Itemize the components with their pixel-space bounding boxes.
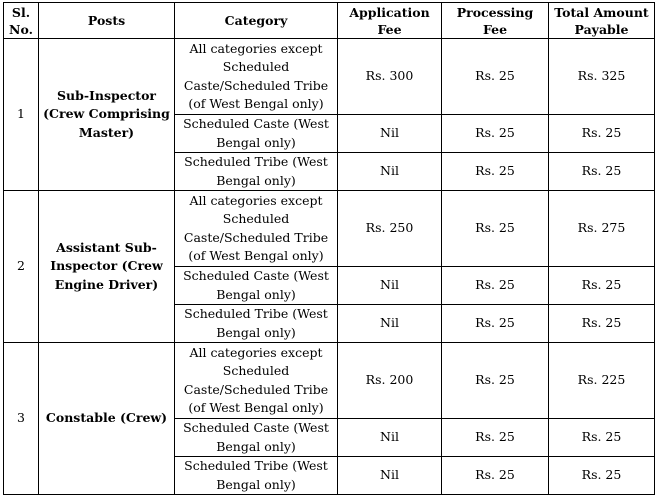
table-body [4,39,655,495]
table-row [4,191,655,267]
category-cell: Scheduled Tribe (West Bengal only) [175,153,338,191]
post-cell: Assistant Sub-Inspector (Crew Engine Driver) [39,191,175,343]
application-fee-cell: Rs. 300 [338,39,442,115]
application-fee-cell: Nil [338,115,442,153]
sl-no-cell: 2 [4,191,39,343]
table-row [4,343,655,419]
total-cell: Rs. 325 [549,39,655,115]
processing-fee-cell: Rs. 25 [442,343,549,419]
header-application-fee: Application Fee [338,3,442,39]
header-posts: Posts [39,3,175,39]
processing-fee-cell: Rs. 25 [442,267,549,305]
total-cell: Rs. 25 [549,267,655,305]
application-fee-cell: Nil [338,457,442,495]
total-cell: Rs. 275 [549,191,655,267]
processing-fee-cell: Rs. 25 [442,419,549,457]
category-cell: Scheduled Caste (West Bengal only) [175,115,338,153]
category-cell: All categories except Scheduled Caste/Scheduled Tribe (of West Bengal only) [175,191,338,267]
category-cell: Scheduled Tribe (West Bengal only) [175,457,338,495]
total-cell: Rs. 25 [549,457,655,495]
processing-fee-cell: Rs. 25 [442,305,549,343]
application-fee-cell: Nil [338,305,442,343]
processing-fee-cell: Rs. 25 [442,191,549,267]
category-cell: Scheduled Caste (West Bengal only) [175,267,338,305]
total-cell: Rs. 25 [549,153,655,191]
total-cell: Rs. 225 [549,343,655,419]
header-sl-no: Sl. No. [4,3,39,39]
header-processing-fee: Processing Fee [442,3,549,39]
total-cell: Rs. 25 [549,115,655,153]
header-category: Category [175,3,338,39]
application-fee-cell: Rs. 200 [338,343,442,419]
sl-no-cell: 1 [4,39,39,191]
application-fee-cell: Rs. 250 [338,191,442,267]
processing-fee-cell: Rs. 25 [442,39,549,115]
post-cell: Constable (Crew) [39,343,175,495]
total-cell: Rs. 25 [549,419,655,457]
fee-table [3,2,655,495]
category-cell: Scheduled Caste (West Bengal only) [175,419,338,457]
category-cell: Scheduled Tribe (West Bengal only) [175,305,338,343]
sl-no-cell: 3 [4,343,39,495]
processing-fee-cell: Rs. 25 [442,115,549,153]
total-cell: Rs. 25 [549,305,655,343]
category-cell: All categories except Scheduled Caste/Scheduled Tribe (of West Bengal only) [175,343,338,419]
application-fee-cell: Nil [338,419,442,457]
category-cell: All categories except Scheduled Caste/Scheduled Tribe (of West Bengal only) [175,39,338,115]
processing-fee-cell: Rs. 25 [442,457,549,495]
header-row [4,3,655,39]
processing-fee-cell: Rs. 25 [442,153,549,191]
table-header [4,3,655,39]
post-cell: Sub-Inspector (Crew Comprising Master) [39,39,175,191]
application-fee-cell: Nil [338,153,442,191]
header-total-amount: Total Amount Payable [549,3,655,39]
table-row [4,39,655,115]
application-fee-cell: Nil [338,267,442,305]
